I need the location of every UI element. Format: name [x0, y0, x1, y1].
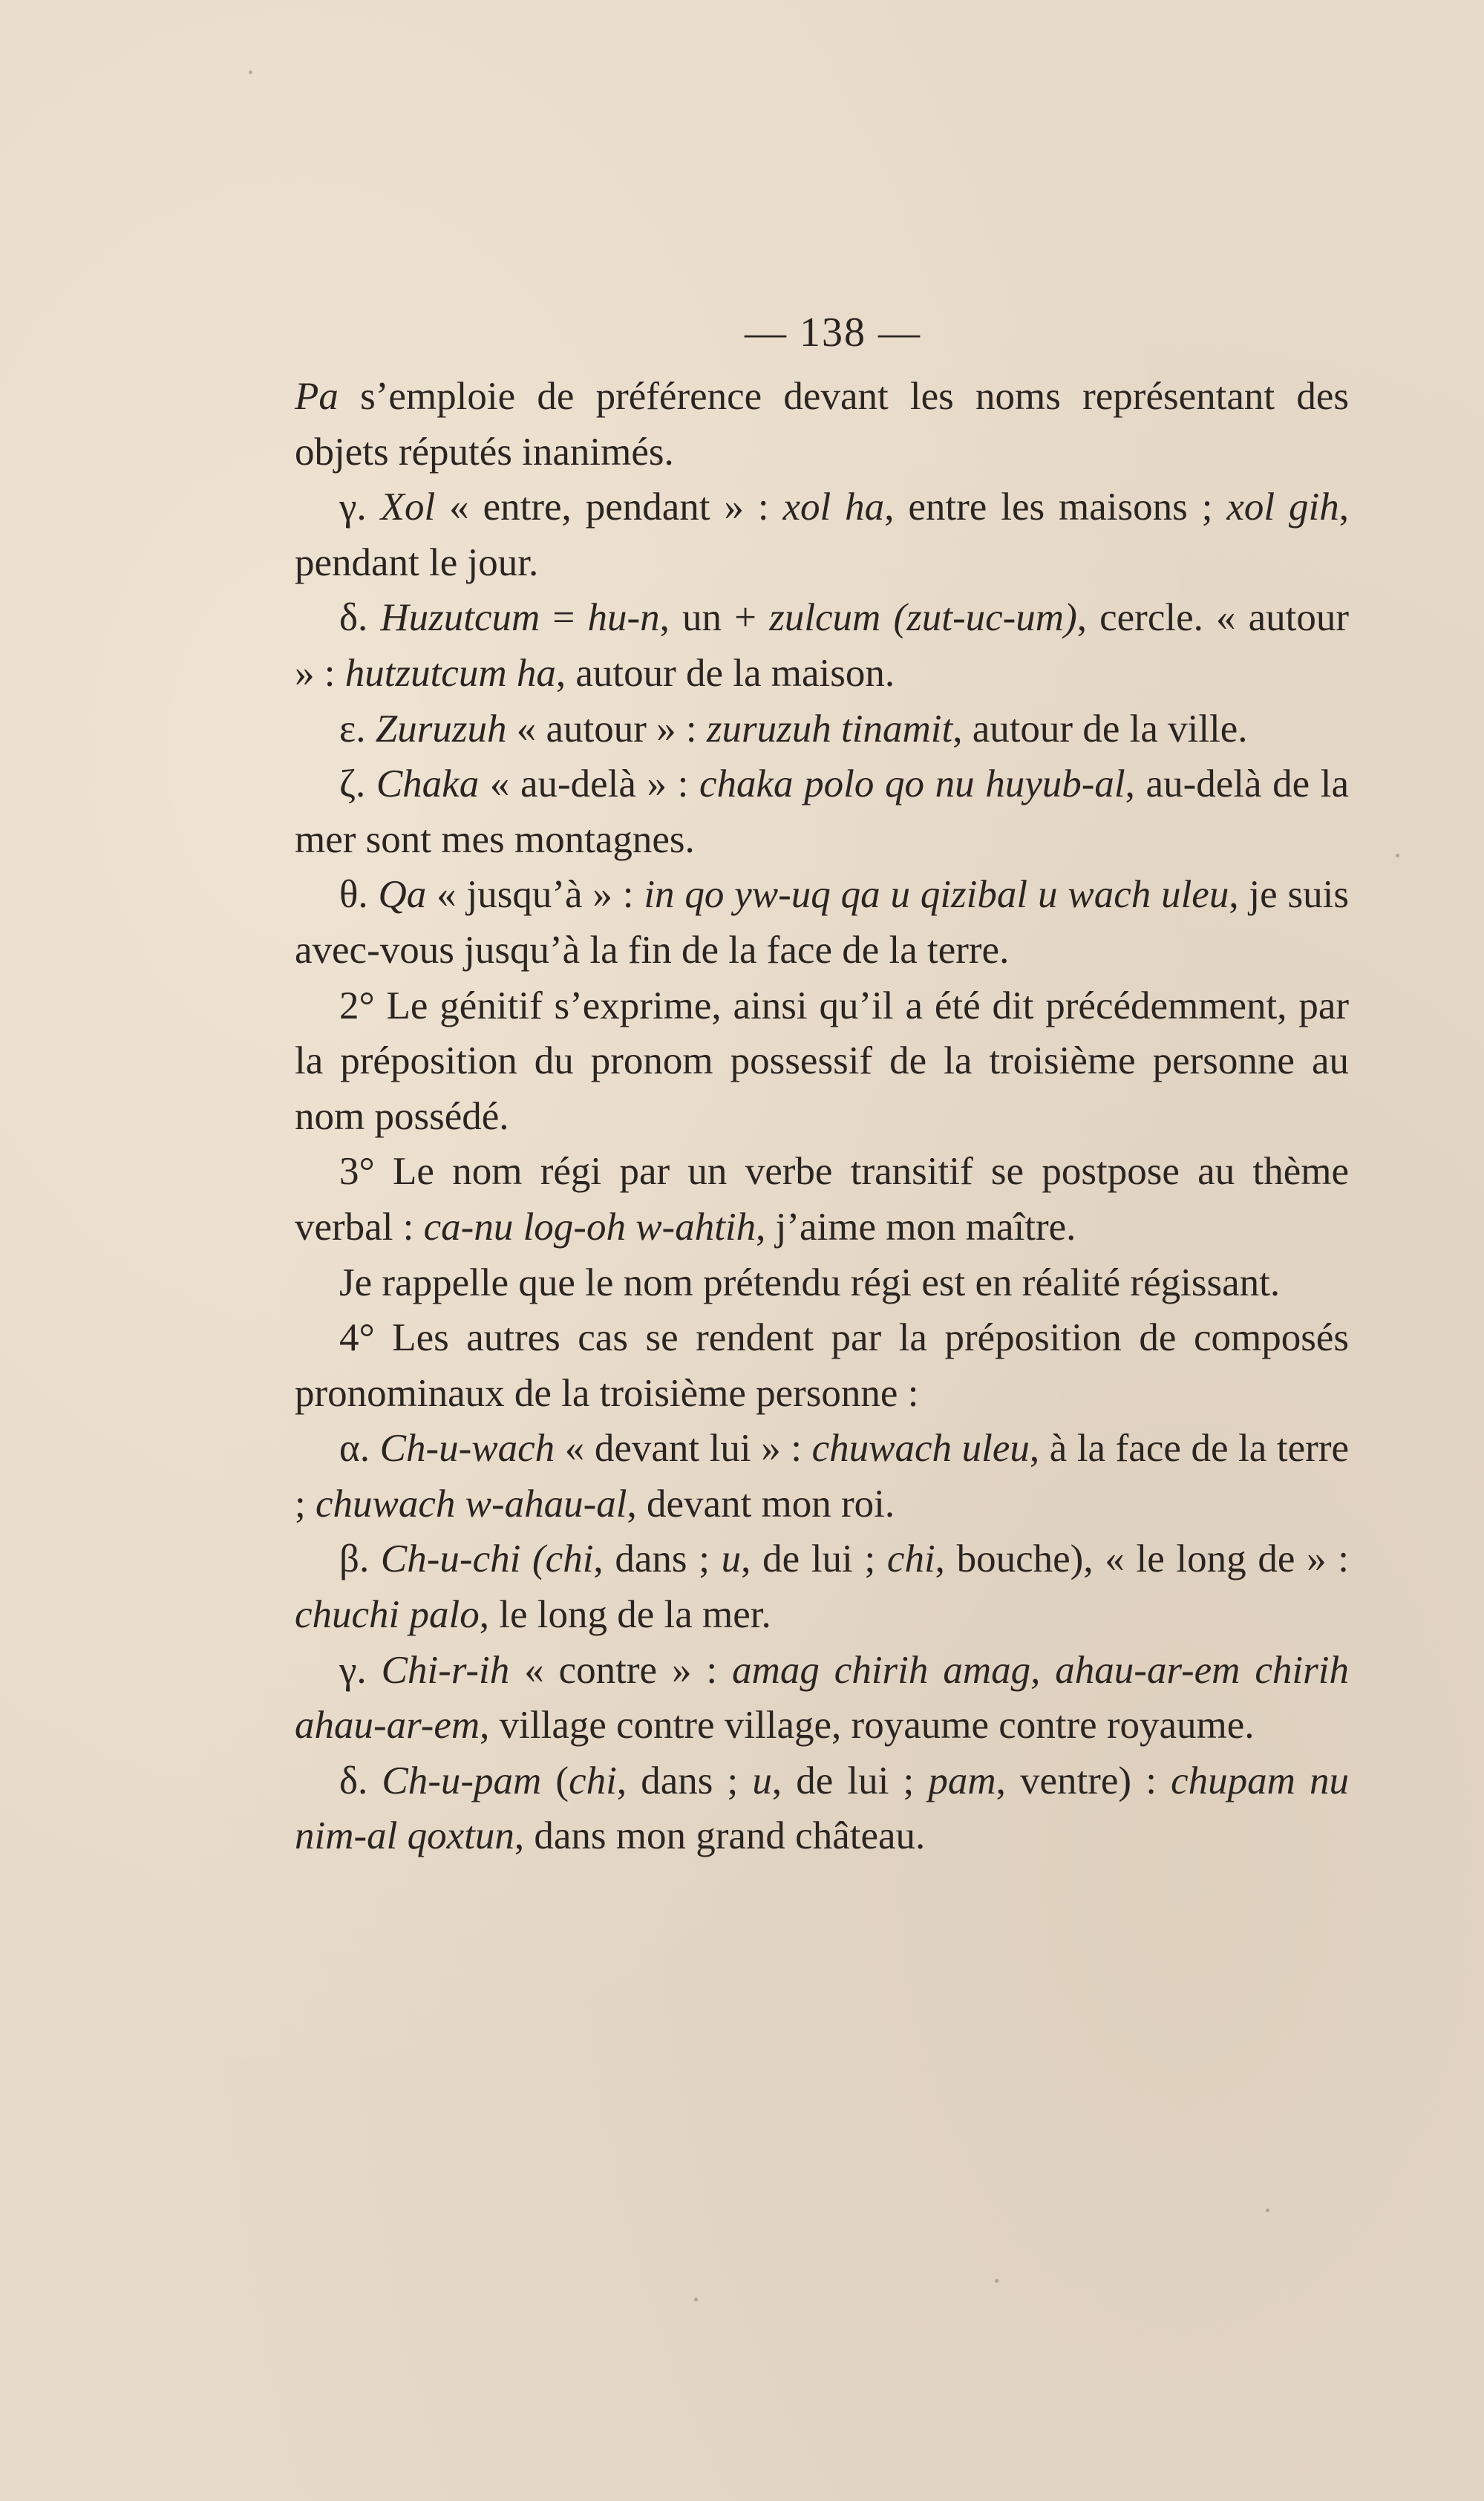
paragraph-gamma-xol: γ. Xol « entre, pendant » : xol ha, entre les maisons ; xol gih, pendant le jour. — [295, 486, 1350, 584]
paragraph-genitif: 2° Le génitif s’exprime, ainsi qu’il a été dit précédemment, par la préposition du pronom possessif de la troisième personne au nom possédé. — [295, 984, 1349, 1138]
paragraph-rappel: Je rappelle que le nom prétendu régi est en réalité régissant. — [339, 1261, 1281, 1304]
paper-speck — [1396, 854, 1399, 857]
paragraph-epsilon-zuruzuh: ε. Zuruzuh « autour » : zuruzuh tinamit, autour de la ville. — [339, 707, 1248, 751]
paragraph-zeta-chaka: ζ. Chaka « au-delà » : chaka polo qo nu huyub-al, au-delà de la mer sont mes montagnes. — [295, 762, 1350, 861]
paper-speck — [995, 2279, 998, 2283]
paragraph-autres-cas: 4° Les autres cas se rendent par la préposition de composés pronominaux de la troisième personne : — [295, 1316, 1349, 1415]
paragraph-delta-chupam: δ. Ch-u-pam (chi, dans ; u, de lui ; pam, ventre) : chupam nu nim-al qoxtun, dans mon grand château. — [295, 1759, 1350, 1858]
paragraph-delta-huzutcum: δ. Huzutcum = hu-n, un + zulcum (zut-uc-um), cercle. « autour » : hutzutcum ha, autour de la maison. — [295, 596, 1350, 695]
paragraph-nom-regi: 3° Le nom régi par un verbe transitif se postpose au thème verbal : ca-nu log-oh w-ahtih, j’aime mon maître. — [295, 1150, 1349, 1249]
document-page — [295, 301, 1349, 1864]
paper-speck — [657, 460, 661, 464]
paragraph-beta-chuchi: β. Ch-u-chi (chi, dans ; u, de lui ; chi, bouche), « le long de » : chuchi palo, le long de la mer. — [295, 1537, 1350, 1637]
paragraph-alpha-chuwach: α. Ch-u-wach « devant lui » : chuwach uleu, à la face de la terre ; chuwach w-ahau-al, devant mon roi. — [295, 1427, 1349, 1526]
paragraph-gamma-chirih: γ. Chi-r-ih « contre » : amag chirih amag, ahau-ar-em chirih ahau-ar-em, village contre village, royaume contre royaume. — [295, 1648, 1349, 1748]
page-number: — 138 — — [745, 310, 921, 356]
paragraph-pa: Pa s’emploie de préférence devant les noms représentant des objets réputés inanimés. — [295, 375, 1349, 474]
paper-speck — [694, 2298, 698, 2301]
paragraph-theta-qa: θ. Qa « jusqu’à » : in qo yw-uq qa u qizibal u wach uleu, je suis avec-vous jusqu’à la fin de la face de la terre. — [295, 873, 1350, 972]
paper-speck — [249, 71, 252, 74]
paper-speck — [1266, 2209, 1269, 2212]
body-text — [295, 369, 1349, 1864]
